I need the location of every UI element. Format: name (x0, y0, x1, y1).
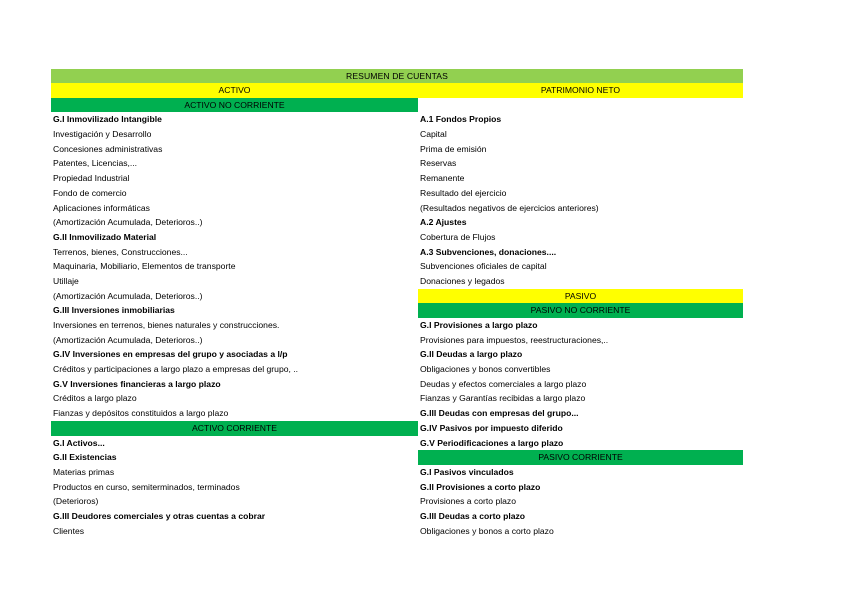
assets-group-heading: G.I Inmovilizado Intangible (53, 114, 162, 125)
assets-column (51, 83, 418, 538)
equity-group-heading: G.V Periodificaciones a largo plazo (420, 437, 564, 448)
equity-group-heading: G.II Provisiones a corto plazo (420, 481, 541, 492)
equity-group-heading: G.III Deudas con empresas del grupo... (420, 408, 579, 419)
equity-account-item: Deudas y efectos comerciales a largo plazo (420, 378, 587, 389)
assets-group-heading: G.II Inmovilizado Material (53, 231, 157, 242)
equity-group-heading: G.II Deudas a largo plazo (420, 349, 523, 360)
equity-account-item: Resultado del ejercicio (420, 187, 507, 198)
equity-account-item: Remanente (420, 173, 465, 184)
assets-group-heading: G.II Existencias (53, 452, 117, 463)
assets-account-item: (Amortización Acumulada, Deterioros..) (53, 334, 203, 345)
assets-group-heading: G.IV Inversiones en empresas del grupo y asociadas a l/p (53, 349, 288, 360)
columns (51, 83, 743, 538)
equity-account-item: (Resultados negativos de ejercicios anteriores) (420, 202, 599, 213)
assets-account-item: Fianzas y depósitos constituidos a largo plazo (53, 408, 229, 419)
equity-group-heading: A.1 Fondos Propios (420, 114, 502, 125)
assets-account-item: Clientes (53, 525, 85, 536)
assets-account-item: Patentes, Licencias,... (53, 158, 138, 169)
assets-account-item: (Amortización Acumulada, Deterioros..) (53, 290, 203, 301)
equity-account-item: Fianzas y Garantías recibidas a largo plazo (420, 393, 586, 404)
equity-account-item: Capital (420, 129, 447, 140)
assets-account-item: Inversiones en terrenos, bienes naturales y construcciones. (53, 320, 280, 330)
equity-account-item: Obligaciones y bonos a corto plazo (420, 525, 554, 536)
assets-subsection-header: ACTIVO CORRIENTE (51, 421, 418, 436)
equity-group-heading: G.IV Pasivos por impuesto diferido (420, 422, 563, 433)
assets-section-header: ACTIVO (51, 83, 418, 98)
equity-account-item: Subvenciones oficiales de capital (420, 261, 547, 272)
equity-account-item: Provisiones para impuestos, reestructuraciones,.. (420, 334, 609, 345)
assets-account-item: Créditos a largo plazo (53, 393, 137, 404)
assets-account-item: Investigación y Desarrollo (53, 129, 152, 140)
equity-account-item: Donaciones y legados (420, 275, 505, 286)
assets-account-item: (Deterioros) (53, 496, 99, 507)
assets-account-item: Concesiones administrativas (53, 143, 163, 154)
account-summary-sheet (51, 69, 743, 538)
equity-account-item: Obligaciones y bonos convertibles (420, 364, 551, 375)
assets-account-item: Productos en curso, semiterminados, terminados (53, 481, 240, 492)
assets-group-heading: G.V Inversiones financieras a largo plazo (53, 378, 221, 389)
equity-group-heading: G.I Pasivos vinculados (420, 466, 514, 477)
summary-title: RESUMEN DE CUENTAS (51, 69, 743, 83)
equity-liabilities-column (418, 83, 743, 538)
equity-account-item: Cobertura de Flujos (420, 231, 496, 242)
equity-account-item: Reservas (420, 158, 457, 169)
equity-blank-row (418, 98, 743, 113)
equity-section-header: PATRIMONIO NETO (418, 83, 743, 98)
equity-account-item: Prima de emisión (420, 143, 487, 154)
assets-account-item: Materias primas (53, 466, 115, 477)
equity-subsection-header: PASIVO CORRIENTE (418, 450, 743, 465)
assets-account-item: Propiedad Industrial (53, 173, 130, 184)
assets-group-heading: G.III Deudores comerciales y otras cuentas a cobrar (53, 510, 266, 521)
assets-account-item: (Amortización Acumulada, Deterioros..) (53, 217, 203, 228)
assets-account-item: Terrenos, bienes, Construcciones... (53, 246, 188, 257)
equity-group-heading: G.III Deudas a corto plazo (420, 510, 526, 521)
equity-group-heading: A.2 Ajustes (420, 217, 467, 228)
equity-section-header: PASIVO (418, 289, 743, 304)
assets-group-heading: G.I Activos... (53, 437, 105, 448)
assets-account-item: Utillaje (53, 275, 79, 286)
assets-account-item: Maquinaria, Mobiliario, Elementos de transporte (53, 261, 236, 272)
assets-account-item: Aplicaciones informáticas (53, 202, 150, 213)
equity-group-heading: G.I Provisiones a largo plazo (420, 320, 538, 330)
equity-group-heading: A.3 Subvenciones, donaciones.... (420, 246, 557, 257)
equity-account-item: Provisiones a corto plazo (420, 496, 517, 507)
assets-subsection-header: ACTIVO NO CORRIENTE (51, 98, 418, 113)
assets-account-item: Créditos y participaciones a largo plazo a empresas del grupo, .. (53, 364, 299, 375)
assets-group-heading: G.III Inversiones inmobiliarias (53, 305, 175, 316)
assets-account-item: Fondo de comercio (53, 187, 127, 198)
equity-subsection-header: PASIVO NO CORRIENTE (418, 303, 743, 318)
